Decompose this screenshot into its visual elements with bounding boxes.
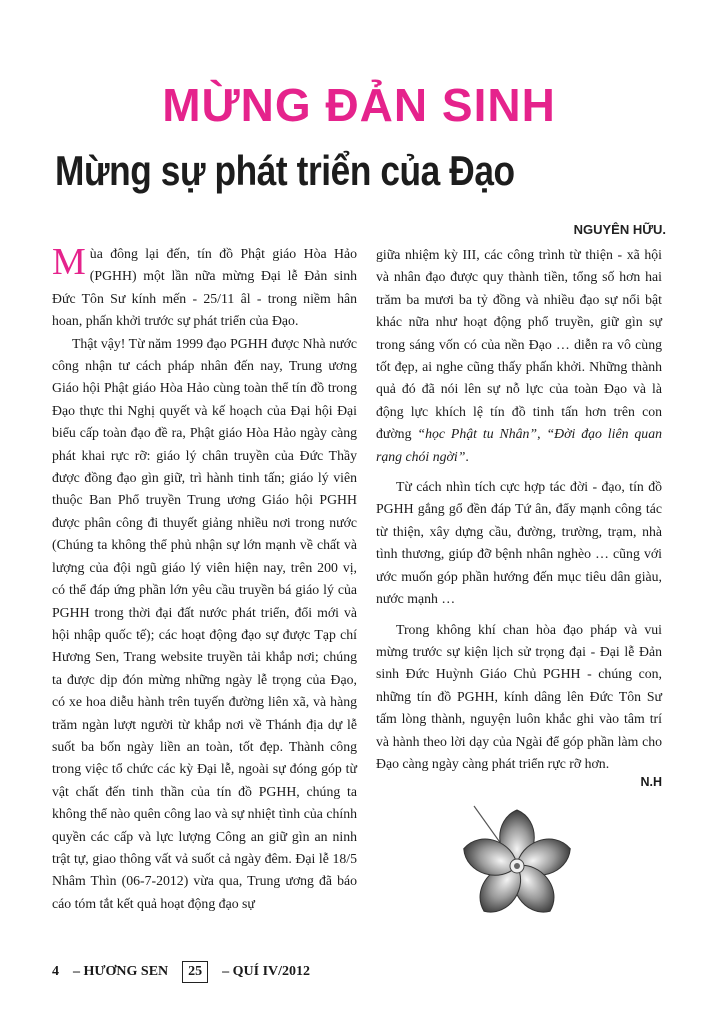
paragraph-body-3: Trong không khí chan hòa đạo pháp và vui mừng trước sự kiện lịch sử trọng đại - Đại lễ Đản sinh Đức Huỳnh Giáo Chủ PGHH - chúng con, những tín đồ PGHH, kính dâng lên Đức Tôn Sư tấm lòng thành, nguyện luôn khắc ghi vào tâm trí và hành theo lời dạy của Ngài để góp phần làm cho Đạo càng ngày càng phát triển rực rỡ hơn. (376, 621, 662, 771)
issue-quarter: – QUÍ IV/2012 (222, 964, 311, 979)
signature: N.H (640, 775, 662, 789)
quote-doi-dao: “Đời đạo liên quan rạng chói ngời” (376, 426, 662, 464)
quote-separator: , (537, 426, 547, 442)
lotus-flower-ornament (452, 800, 582, 930)
headline-main: MỪNG ĐẢN SINH (162, 79, 556, 131)
dropcap-letter: M (52, 241, 86, 283)
paragraph-continued-text: giữa nhiệm kỳ III, các công trình từ thiện - xã hội và nhân đạo được quy thành tiền, tổng số hơn hai trăm ba mươi ba tỷ đồng và nhiều đạo sự nổi bật khác nữa như hoạt động phổ truyền, giữ gìn sự trong sáng vốn có của nền Đạo … diễn ra vô cùng tốt đẹp, ai nghe cũng thấy phấn khởi. Những thành quả đó đã nói lên sự nỗ lực của toàn Đạo và là động lực khích lệ tín đồ tinh tấn hơn trên con đường (376, 247, 662, 442)
paragraph-intro-text: ùa đông lại đến, tín đồ Phật giáo Hòa Hảo (PGHH) một lần nữa mừng Đại lễ Đản sinh Đức Tôn Sư kính mến - 25/11 âl - trong niềm hân hoan, phấn khởi trước sự phát triển của Đạo. (52, 246, 357, 329)
magazine-name: – HƯƠNG SEN (73, 964, 169, 979)
paragraph-body-2: Từ cách nhìn tích cực hợp tác đời - đạo, tín đồ PGHH gắng gổ đền đáp Tứ ân, đẩy mạnh công tác từ thiện, xây dựng cầu, đường, trường, trạm, nhà tình thương, giúp đỡ bệnh nhân nghèo … cũng với ước muốn góp phần hướng đến mục tiêu dân giàu, nước mạnh … (376, 479, 662, 607)
paragraph-intro (52, 243, 357, 333)
article-column-right (376, 244, 662, 775)
author-byline: NGUYÊN HỮU. (573, 222, 666, 237)
issue-number-box: 25 (182, 961, 208, 983)
page-number: 4 (52, 964, 59, 979)
page-footer (52, 960, 310, 984)
article-column-left (52, 243, 357, 915)
quote-hoc-phat: “học Phật tu Nhân” (417, 426, 538, 442)
headline-sub: Mừng sự phát triển của Đạo (55, 147, 515, 194)
paragraph-continued (376, 244, 662, 468)
paragraph-body-1: Thật vậy! Từ năm 1999 đạo PGHH được Nhà nước công nhận tư cách pháp nhân đến nay, Trung ương Giáo hội Phật giáo Hòa Hảo cùng toàn thể tín đồ trong Đạo thực thi Nghị quyết và kế hoạch của Đại hội Đại biểu cấp toàn đạo đề ra, Phật giáo Hòa Hảo ngày càng phát khai rực rỡ: giáo lý chân truyền của Đức Thầy được đồng đạo gìn giữ, trì hành tinh tấn; giáo lý viên thuộc Ban Phổ truyền Trung ương Giáo hội PGHH được phân công đi thuyết giảng nhiều nơi trong nước (Chúng ta không thể phủ nhận sự lớn mạnh về chất và lượng của đội ngũ giáo lý viên hiện nay, trên 200 vị, có thể đáp ứng phần lớn yêu cầu truyền bá giáo lý của PGHH trong thời đại đất nước phát triển, đổi mới và hội nhập quốc tế); các hoạt động đạo sự được Tạp chí Hương Sen, Trang website truyền tải khắp nơi; chúng ta được dịp đón mừng những ngày lễ trọng của Đạo, có xe hoa diễu hành trên tuyến đường liên xã, và hàng trăm ngàn lượt người từ khắp nơi về Thánh địa dự lễ suốt ba bốn ngày liền an toàn, tốt đẹp. Thành công trong việc tổ chức các kỳ Đại lễ, ngoài sự đóng góp từ vật chất đến tinh thần của tín đồ PGHH, chúng ta không thể nào quên công lao và sự nhiệt tình của chính quyền các cấp và lực lượng Công an giữ gìn an ninh trật tự, giao thông vất vả suốt cả ngày đêm. Đại lễ 18/5 Nhâm Thìn (06-7-2012) vừa qua, Trung ương đã báo cáo tóm tắt kết quả hoạt động đạo sự (52, 335, 357, 911)
paragraph-end: . (465, 448, 469, 464)
